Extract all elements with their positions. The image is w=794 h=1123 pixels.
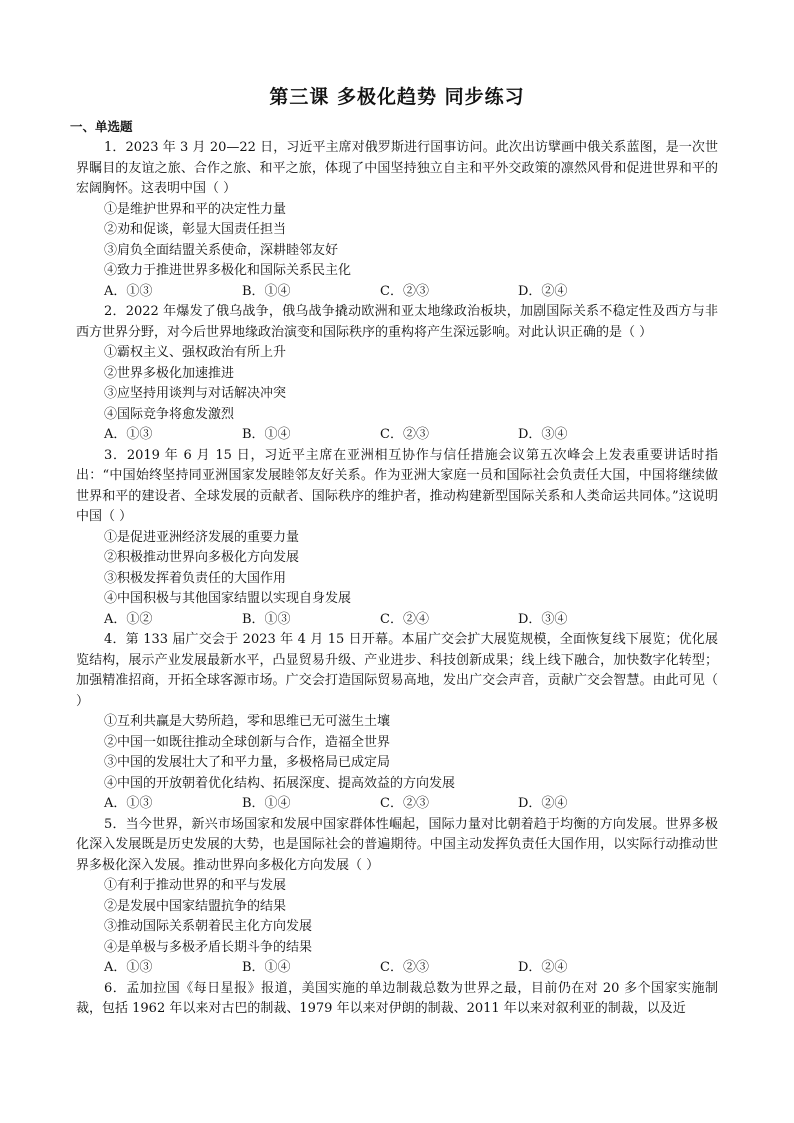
question-stem: 1．2023 年 3 月 20—22 日，习近平主席对俄罗斯进行国事访问。此次出访擘画中俄关系蓝图，是一次世界瞩目的友谊之旅、合作之旅、和平之旅，体现了中国坚持独立自主和平外交政策的凛然风骨和促进世界和平的宏阔胸怀。这表明中国（ ） xyxy=(76,140,718,196)
question-stem: 3．2019 年 6 月 15 日，习近平主席在亚洲相互协作与信任措施会议第五次峰会上发表重要讲话时指出：“中国始终坚持同亚洲国家发展睦邻友好关系。作为亚洲大家庭一员和国际社会负责任大国，中国将继续做世界和平的建设者、全球发展的贡献者、国际秩序的维护者，推动构建新型国际关系和人类命运共同体。”这说明中国（ ） xyxy=(76,447,718,524)
answer-choice-c[interactable]: C．②③ xyxy=(380,427,429,442)
answer-choice-d[interactable]: D．②④ xyxy=(518,283,568,299)
answer-choice-a[interactable]: A．①② xyxy=(104,611,153,627)
answer-choice-c[interactable]: C．②③ xyxy=(380,796,429,811)
answer-choice-d[interactable]: D．③④ xyxy=(518,611,568,627)
statement-option: ①是促进亚洲经济发展的重要力量 xyxy=(104,529,300,545)
statement-option: ①有利于推动世界的和平与发展 xyxy=(104,878,287,893)
question-3 xyxy=(76,446,718,631)
question-stem: 4．第 133 届广交会于 2023 年 4 月 15 日开幕。本届广交会扩大展览规模，全面恢复线下展览；优化展览结构，展示产业发展最新水平，凸显贸易升级、产业进步、科技创新成果；线上线下融合，加快数字化转型；加强精准招商，开拓全球客源市场。广交会打造国际贸易高地，发出广交会声音，贡献广交会智慧。由此可见（ ） xyxy=(76,632,718,709)
answer-choice-a[interactable]: A．①③ xyxy=(104,427,153,442)
answer-choice-c[interactable]: C．②③ xyxy=(380,283,429,299)
answer-choice-a[interactable]: A．①③ xyxy=(104,960,153,975)
statement-option: ②劝和促谈，彰显大国责任担当 xyxy=(104,222,287,237)
answer-choice-b[interactable]: B．①④ xyxy=(242,427,291,442)
worksheet-page xyxy=(70,84,718,1020)
statement-option: ②中国一如既往推动全球创新与合作，造福全世界 xyxy=(104,734,391,750)
statement-option: ②世界多极化加速推进 xyxy=(104,365,235,381)
page-title: 第三课 多极化趋势 同步练习 xyxy=(269,86,525,108)
statement-option: ③推动国际关系朝着民主化方向发展 xyxy=(104,919,313,934)
statement-option: ④致力于推进世界多极化和国际关系民主化 xyxy=(104,263,352,278)
answer-choice-a[interactable]: A．①③ xyxy=(104,796,153,811)
statement-option: ②是发展中国家结盟抗争的结果 xyxy=(104,898,287,914)
question-stem: 2．2022 年爆发了俄乌战争，俄乌战争撬动欧洲和亚太地缘政治板块，加剧国际关系不稳定性及西方与非西方世界分野，对今后世界地缘政治演变和国际秩序的重构将产生深远影响。对此认识正确的是（ ） xyxy=(76,304,718,340)
question-2 xyxy=(76,302,718,446)
answer-choice-c[interactable]: C．②③ xyxy=(380,960,429,975)
answer-choice-a[interactable]: A．①③ xyxy=(104,283,153,299)
question-5 xyxy=(76,815,718,979)
answer-choices xyxy=(76,610,718,631)
statement-option: ②积极推动世界向多极化方向发展 xyxy=(104,550,300,565)
answer-choices xyxy=(76,794,718,815)
section-heading: 一、单选题 xyxy=(70,119,133,134)
statement-option: ③肩负全面结盟关系使命，深耕睦邻友好 xyxy=(104,242,339,258)
statement-option: ④是单极与多极矛盾长期斗争的结果 xyxy=(104,939,313,955)
question-6 xyxy=(76,979,718,1020)
question-1 xyxy=(76,138,718,302)
statement-option: ①霸权主义、强权政治有所上升 xyxy=(104,345,287,360)
answer-choices xyxy=(76,425,718,446)
statement-option: ④中国积极与其他国家结盟以实现自身发展 xyxy=(104,591,352,606)
question-4 xyxy=(76,630,718,815)
answer-choices xyxy=(76,282,718,303)
question-stem: 6．孟加拉国《每日星报》报道，美国实施的单边制裁总数为世界之最，目前仍在对 20 多个国家实施制裁，包括 1962 年以来对古巴的制裁、1979 年以来对伊朗的制裁、2011 年以来对叙利亚的制裁，以及近 xyxy=(76,980,718,1016)
answer-choice-b[interactable]: B．①④ xyxy=(242,283,291,299)
statement-option: ①是维护世界和平的决定性力量 xyxy=(104,201,287,217)
answer-choices xyxy=(76,958,718,979)
answer-choice-b[interactable]: B．①④ xyxy=(242,960,291,975)
answer-choice-c[interactable]: C．②④ xyxy=(380,611,429,627)
answer-choice-d[interactable]: D．③④ xyxy=(518,427,568,442)
answer-choice-b[interactable]: B．①③ xyxy=(242,611,291,627)
statement-option: ③积极发挥着负责任的大国作用 xyxy=(104,570,287,586)
statement-option: ①互利共赢是大势所趋，零和思维已无可滋生土壤 xyxy=(104,714,391,729)
answer-choice-d[interactable]: D．②④ xyxy=(518,796,568,811)
question-stem: 5．当今世界，新兴市场国家和发展中国家群体性崛起，国际力量对比朝着趋于均衡的方向发展。世界多极化深入发展既是历史发展的大势，也是国际社会的普遍期待。中国主动发挥负责任大国作用，以实际行动推动世界多极化深入发展。推动世界向多极化方向发展（ ） xyxy=(76,816,718,873)
answer-choice-d[interactable]: D．②④ xyxy=(518,960,568,975)
statement-option: ④中国的开放朝着优化结构、拓展深度、提高效益的方向发展 xyxy=(104,775,456,791)
statement-option: ③中国的发展壮大了和平力量，多极格局已成定局 xyxy=(104,755,391,770)
statement-option: ④国际竞争将愈发激烈 xyxy=(104,406,235,422)
statement-option: ③应坚持用谈判与对话解决冲突 xyxy=(104,386,287,401)
answer-choice-b[interactable]: B．①④ xyxy=(242,796,291,811)
